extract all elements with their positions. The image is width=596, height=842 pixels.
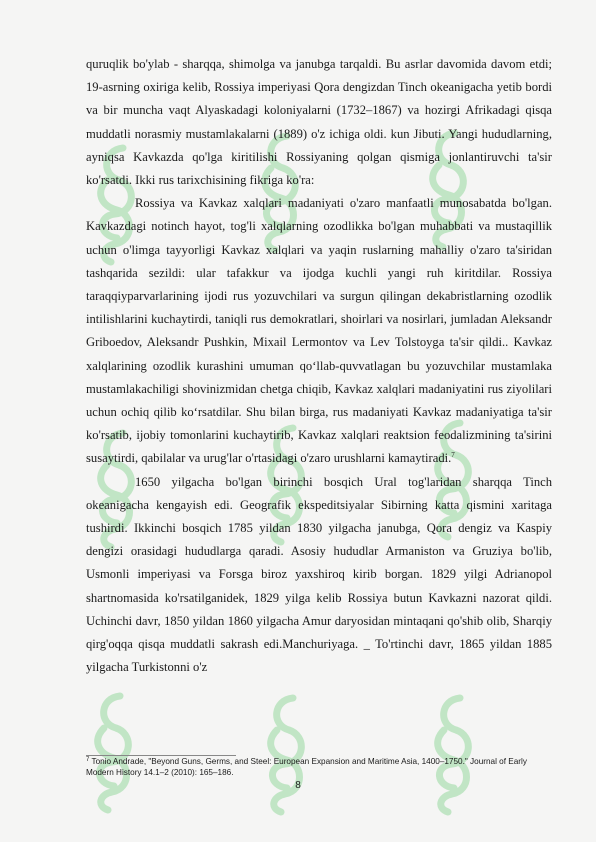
footnote-number: 7 <box>86 757 90 763</box>
paragraph <box>86 53 552 192</box>
paragraph <box>86 192 552 470</box>
footnote-text: Tonio Andrade, "Beyond Guns, Germs, and Steel: European Expansion and Maritime Asia, 1400–1750." Journal of Early Modern History 14.1–2 (2010): 165–186. <box>86 757 527 777</box>
paragraph <box>86 471 552 680</box>
watermark-icon <box>263 690 309 820</box>
paragraph-text: Rossiya va Kavkaz xalqlari madaniyati o'zaro manfaatli munosabatda bo'lgan. Kavkazdagi notinch hayot, tog'li xalqlarning ozodlikka bo'lgan muhabbati va mustaqillik uchun o'limga tayyorligi Kavkaz xalqlari va yaqin ruslarning mahalliy o'zaro ta'siridan tashqarida sezildi: ular tafakkur va ijodga kuchli yangi ruh kiritdilar. Rossiya taraqqiyparvarlarining ijodi rus yozuvchilari va surgun qilingan dekabristlarning ozodlik intilishlarini kuchaytirdi, taniqli rus demokratlari, shoirlari va nosirlari, jumladan Aleksandr Griboedov, Aleksandr Pushkin, Mixail Lermontov va Lev Tolstoyga ta'sir qildi.. Kavkaz xalqlarining ozodlik kurashini umuman qo‘llab-quvvatlagan bu yozuvchilar mustamlaka mustamlakachiligi shovinizmidan chetga chiqib, Kavkaz xalqlari madaniyatini rus ziyolilari uchun ochiq qilib ko‘rsatdilar. Shu bilan birga, rus madaniyati Kavkaz madaniyatiga ta'sir ko'rsatib, ijobiy tomonlarini kuchaytirib, Kavkaz xalqlari reaktsion feodalizmining ta'sirini susaytirdi, qabilalar va urug'lar o'rtasidagi o'zaro urushlarni kamaytiradi. <box>86 196 552 466</box>
watermark-icon <box>430 690 476 820</box>
page-number: 8 <box>295 780 301 791</box>
paragraph-text: 1650 yilgacha bo'lgan birinchi bosqich Ural tog'laridan sharqqa Tinch okeanigacha kengayish edi. Geografik ekspeditsiyalar Sibirning katta qismini xaritaga tushirdi. Ikkinchi bosqich 1785 yildan 1830 yilgacha janubga, Qora dengiz va Kaspiy dengizi orasidagi hududlarga qaradi. Asosiy hududlar Armaniston va Gruziya bo'lib, Usmonli imperiyasi va Forsga biroz yaxshiroq kirib borgan. 1829 yilgi Adrianopol shartnomasida ko'rsatilganidek, 1829 yilga kelib Rossiya butun Kavkazni nazorat qildi. Uchinchi davr, 1850 yildan 1860 yilgacha Amur daryosidan mintaqani qo'shib olib, Sharqiy qirg'oqqa qisqa muddatli sakrash edi.Manchuriyaga. _ To'rtinchi davr, 1865 yildan 1885 yilgacha Turkistonni o'z <box>86 474 552 675</box>
footnote <box>86 756 556 778</box>
footnote-reference[interactable]: 7 <box>451 451 455 460</box>
body-text <box>86 53 552 679</box>
watermark-icon <box>90 688 136 818</box>
paragraph-text: quruqlik bo'ylab - sharqqa, shimolga va janubga tarqaldi. Bu asrlar davomida davom etdi; 19-asrning oxiriga kelib, Rossiya imperiyasi Qora dengizdan Tinch okeanigacha yetib bordi va bir muncha vaqt Alyaskadagi koloniyalarni (1732–1867) va hozirgi Afrikadagi qisqa muddatli norasmiy mustamlakalarni (1889) o'z ichiga oldi. kun Jibuti. Yangi hududlarning, ayniqsa Kavkazda qo'lga kiritilishi Rossiyaning qolgan qismiga jonlantiruvchi ta'sir ko'rsatdi. Ikki rus tarixchisining fikriga ko'ra: <box>86 57 552 188</box>
